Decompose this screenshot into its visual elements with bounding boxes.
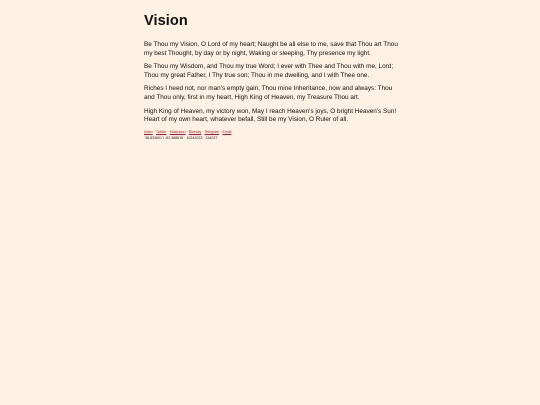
footer-links bbox=[144, 130, 400, 135]
link-separator: · bbox=[166, 129, 170, 134]
link-mastodon[interactable]: Mastodon bbox=[169, 129, 186, 134]
link-separator: · bbox=[152, 129, 156, 134]
page-title: Vision bbox=[144, 13, 188, 29]
stanza-2: Be Thou my Wisdom, and Thou my true Word; I ever with Thee and Thou with me, Lord; Thou my great Father, I Thy true son; Thou in me dwelling, and I with Thee one. bbox=[144, 63, 394, 79]
link-twitter[interactable]: Twitter bbox=[155, 129, 167, 134]
stanza-4: High King of Heaven, my victory won, May I reach Heaven's joys, O bright Heaven's Sun! Heart of my own heart, whatever befall, Still be my Vision, O Ruler of all. bbox=[144, 107, 397, 124]
poem-page bbox=[144, 0, 400, 141]
stanza-1: Be Thou my Vision, O Lord of my heart; Naught be all else to me, save that Thou art Thou my best Thought, by day or by night, Waking or sleeping, Thy presence my light. bbox=[144, 41, 398, 57]
location-timestamp: 38.833601 / -82.388619 · 10242023 · 154227 bbox=[145, 135, 218, 140]
link-separator: · bbox=[201, 129, 205, 134]
link-index[interactable]: Index bbox=[144, 129, 153, 134]
link-separator: · bbox=[219, 129, 223, 134]
link-separator: · bbox=[185, 129, 189, 134]
link-bluesky[interactable]: Bluesky bbox=[188, 129, 202, 134]
link-telegram[interactable]: Telegram bbox=[204, 129, 220, 134]
link-email[interactable]: Email bbox=[222, 129, 232, 134]
poem-body bbox=[144, 41, 400, 125]
stanza-3: Riches I heed not, nor man's empty gain, Thou mine Inheritance, now and always: Thou and Thou only, first in my heart, High King of Heaven, my Treasure Thou art. bbox=[144, 85, 393, 101]
